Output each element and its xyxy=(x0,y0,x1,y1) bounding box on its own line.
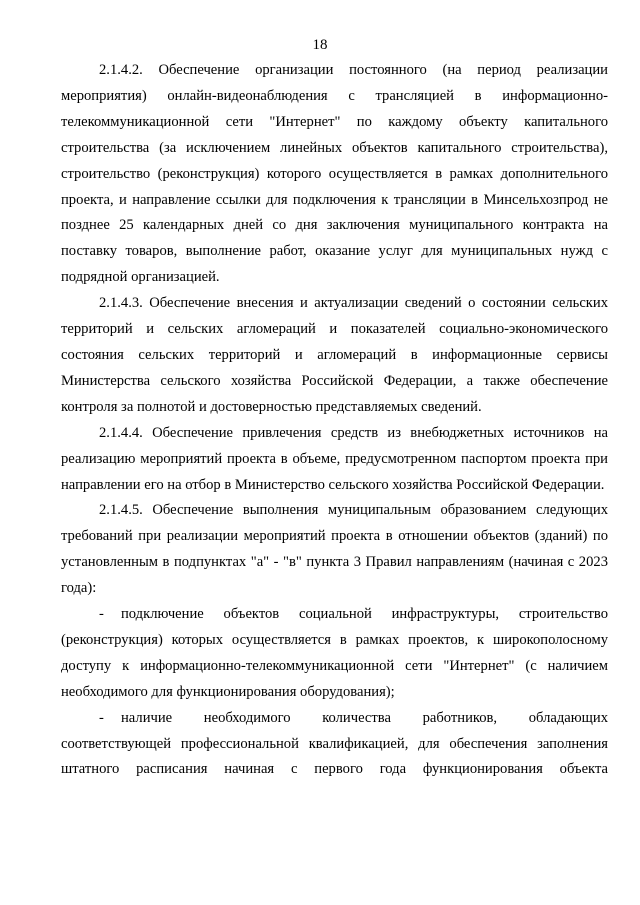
list-item-text: наличие необходимого количества работников, обладающих соответствующей профессиональной квалификацией, для обеспечения заполнения штатного расписания начиная с первого года функционирования объекта xyxy=(61,709,608,778)
paragraph-2-1-4-5: 2.1.4.5. Обеспечение выполнения муниципальным образованием следующих требований при реализации мероприятий проекта в отношении объектов (зданий) по установленным в подпунктах "а" - "в" пункта 3 Правил направлениям (начиная с 2023 года): xyxy=(61,502,608,597)
paragraph-2-1-4-4: 2.1.4.4. Обеспечение привлечения средств из внебюджетных источников на реализацию мероприятий проекта в объеме, предусмотренном паспортом проекта при направлении его на отбор в Министерство сельского хозяйства Российской Федерации. xyxy=(61,424,608,493)
list-item-text: подключение объектов социальной инфраструктуры, строительство (реконструкция) которых осуществляется в рамках проектов, к широкополосному доступу к информационно-телекоммуникационной сети "Интернет" (с наличием необходимого для функционирования оборудования); xyxy=(61,606,608,700)
paragraph-2-1-4-2: 2.1.4.2. Обеспечение организации постоянного (на период реализации мероприятия) онлайн-видеонаблюдения с трансляцией в информационно-телекоммуникационной сети "Интернет" по каждому объекту капитального строительства (за исключением линейных объектов капитального строительства), строительство (реконструкция) которого осуществляется в рамках дополнительного проекта, и направление ссылки для подключения к трансляции в Минсельхозпрод не позднее 25 календарных дней со дня заключения муниципального контракта на поставку товаров, выполнение работ, оказание услуг для муниципальных нужд с подрядной организацией. xyxy=(61,62,608,286)
paragraph-2-1-4-3: 2.1.4.3. Обеспечение внесения и актуализации сведений о состоянии сельских территорий и сельских агломераций и показателей социально-экономического состояния сельских территорий и агломераций в информационные сервисы Министерства сельского хозяйства Российской Федерации, а также обеспечение контроля за полнотой и достоверностью представляемых сведений. xyxy=(61,295,608,415)
list-dash: - xyxy=(99,606,104,623)
page-number: 18 xyxy=(312,37,328,53)
document-body xyxy=(61,58,608,783)
list-item xyxy=(61,602,608,706)
list-dash: - xyxy=(99,709,104,726)
list-item xyxy=(61,706,608,784)
